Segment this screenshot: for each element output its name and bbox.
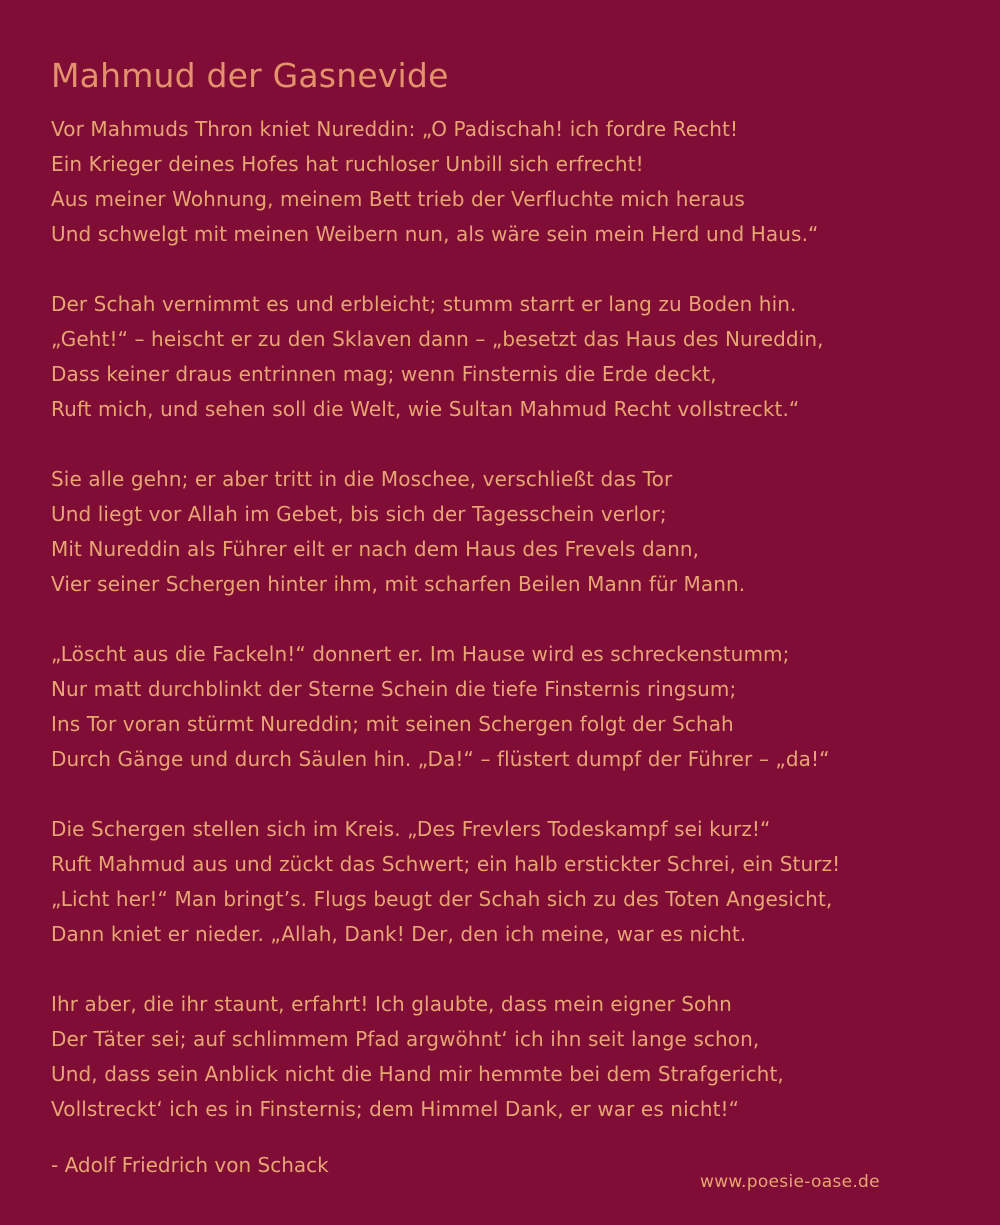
poem-line: Sie alle gehn; er aber tritt in die Moschee, verschließt das Tor — [51, 467, 673, 491]
poem-line: Der Täter sei; auf schlimmem Pfad argwöhnt‘ ich ihn seit lange schon, — [51, 1027, 760, 1051]
poem-line: Vor Mahmuds Thron kniet Nureddin: „O Padischah! ich fordre Recht! — [51, 117, 739, 141]
poem-line: Der Schah vernimmt es und erbleicht; stumm starrt er lang zu Boden hin. — [51, 292, 797, 316]
poem-line: Ruft mich, und sehen soll die Welt, wie Sultan Mahmud Recht vollstreckt.“ — [51, 397, 800, 421]
poem-line: Ruft Mahmud aus und zückt das Schwert; ein halb erstickter Schrei, ein Sturz! — [51, 852, 841, 876]
stanza — [51, 812, 981, 952]
poem-line: Ihr aber, die ihr staunt, erfahrt! Ich glaubte, dass mein eigner Sohn — [51, 992, 732, 1016]
stanza — [51, 987, 981, 1127]
poem-title: Mahmud der Gasnevide — [51, 56, 449, 95]
poem-line: Dass keiner draus entrinnen mag; wenn Finsternis die Erde deckt, — [51, 362, 717, 386]
poem-line: Mit Nureddin als Führer eilt er nach dem Haus des Frevels dann, — [51, 537, 700, 561]
poem-line: Und schwelgt mit meinen Weibern nun, als wäre sein mein Herd und Haus.“ — [51, 222, 819, 246]
poem-line: Durch Gänge und durch Säulen hin. „Da!“ – flüstert dumpf der Führer – „da!“ — [51, 747, 830, 771]
poem-line: Vier seiner Schergen hinter ihm, mit scharfen Beilen Mann für Mann. — [51, 572, 746, 596]
poem-line: Ein Krieger deines Hofes hat ruchloser Unbill sich erfrecht! — [51, 152, 644, 176]
poem-line: „Löscht aus die Fackeln!“ donnert er. Im Hause wird es schreckenstumm; — [51, 642, 790, 666]
poem-body — [51, 112, 981, 1127]
poem-container — [51, 52, 981, 1180]
stanza — [51, 637, 981, 777]
poem-line: Dann kniet er nieder. „Allah, Dank! Der, den ich meine, war es nicht. — [51, 922, 747, 946]
website-url: www.poesie-oase.de — [700, 1172, 880, 1192]
poem-line: Ins Tor voran stürmt Nureddin; mit seinen Schergen folgt der Schah — [51, 712, 734, 736]
poem-line: Und, dass sein Anblick nicht die Hand mir hemmte bei dem Strafgericht, — [51, 1062, 784, 1086]
poem-line: Nur matt durchblinkt der Sterne Schein die tiefe Finsternis ringsum; — [51, 677, 737, 701]
poem-line: Vollstreckt‘ ich es in Finsternis; dem Himmel Dank, er war es nicht!“ — [51, 1097, 740, 1121]
poem-line: „Geht!“ – heischt er zu den Sklaven dann – „besetzt das Haus des Nureddin, — [51, 327, 824, 351]
poem-line: „Licht her!“ Man bringt’s. Flugs beugt der Schah sich zu des Toten Angesicht, — [51, 887, 833, 911]
stanza — [51, 462, 981, 602]
poem-line: Und liegt vor Allah im Gebet, bis sich der Tagesschein verlor; — [51, 502, 667, 526]
stanza — [51, 112, 981, 252]
stanza — [51, 287, 981, 427]
poem-author: - Adolf Friedrich von Schack — [51, 1153, 329, 1177]
poem-line: Die Schergen stellen sich im Kreis. „Des Frevlers Todeskampf sei kurz!“ — [51, 817, 771, 841]
poem-line: Aus meiner Wohnung, meinem Bett trieb der Verfluchte mich heraus — [51, 187, 745, 211]
